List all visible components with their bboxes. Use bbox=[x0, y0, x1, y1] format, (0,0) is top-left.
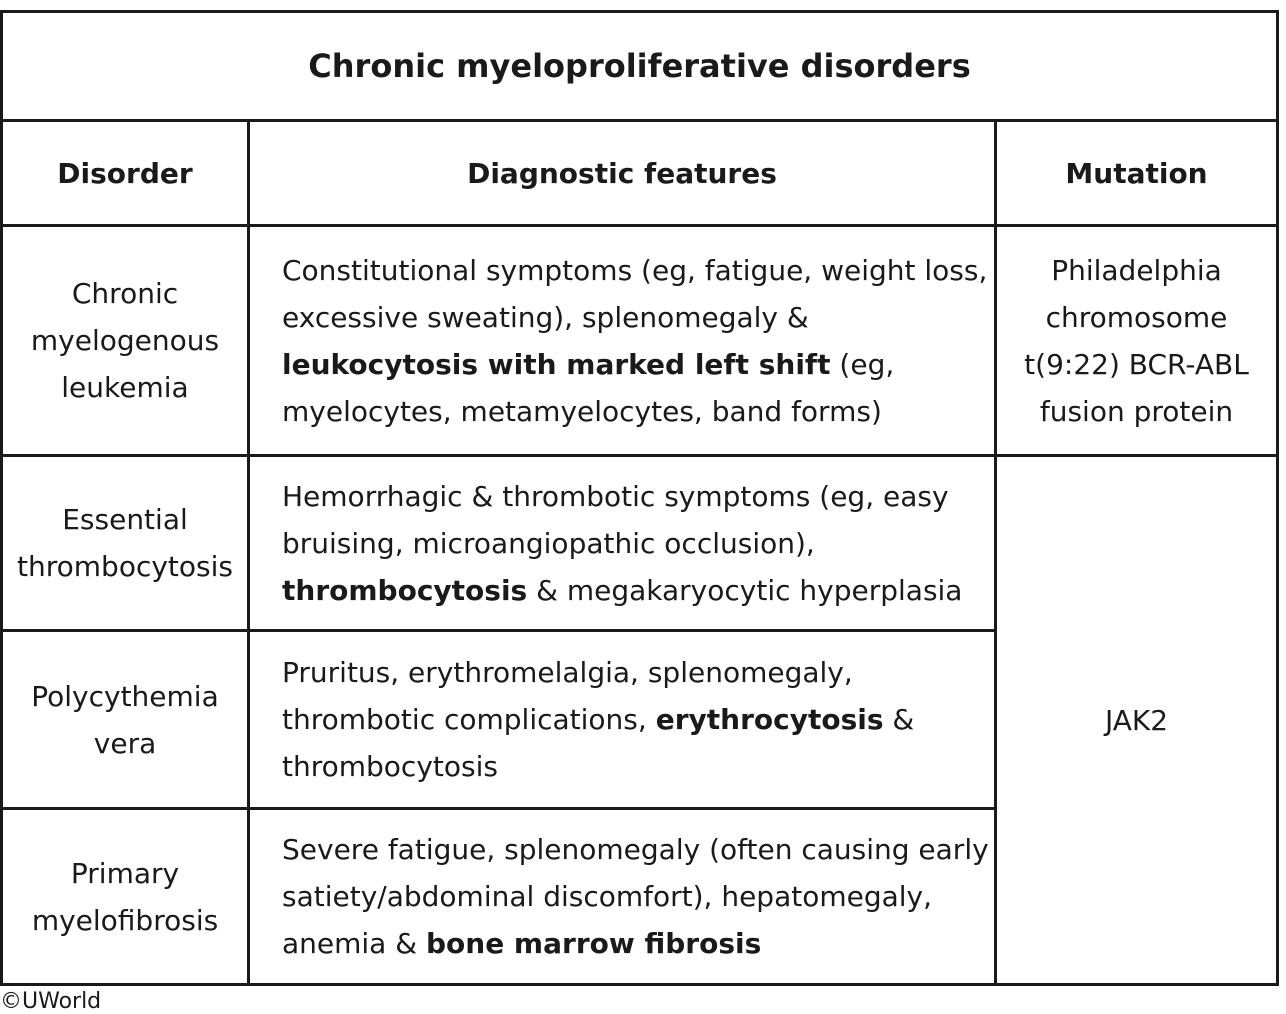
table-row-et bbox=[2, 456, 1278, 631]
table-row-cml bbox=[2, 226, 1278, 456]
copyright-credit: ©UWorld bbox=[0, 989, 102, 1014]
features-cell: Severe fatigue, splenomegaly (often causing early satiety/abdominal discomfort), hepatomegaly, anemia & bone marrow fibrosis bbox=[249, 809, 996, 985]
column-header-features: Diagnostic features bbox=[249, 121, 996, 226]
disorder-cell: Polycythemia vera bbox=[2, 631, 249, 809]
features-cell: Pruritus, erythromelalgia, splenomegaly, thrombotic complications, erythrocytosis & thrombocytosis bbox=[249, 631, 996, 809]
mutation-cell-jak2: JAK2 bbox=[996, 456, 1278, 985]
features-cell: Hemorrhagic & thrombotic symptoms (eg, easy bruising, microangiopathic occlusion), thrombocytosis & megakaryocytic hyperplasia bbox=[249, 456, 996, 631]
disorder-cell: Chronic myelogenous leukemia bbox=[2, 226, 249, 456]
disorder-cell: Essential thrombocytosis bbox=[2, 456, 249, 631]
myeloproliferative-disorders-table bbox=[0, 10, 1279, 986]
mutation-cell: Philadelphia chromosome t(9:22) BCR-ABL fusion protein bbox=[996, 226, 1278, 456]
column-header-disorder: Disorder bbox=[2, 121, 249, 226]
disorder-cell: Primary myelofibrosis bbox=[2, 809, 249, 985]
column-header-mutation: Mutation bbox=[996, 121, 1278, 226]
table-title: Chronic myeloproliferative disorders bbox=[2, 12, 1278, 121]
features-cell: Constitutional symptoms (eg, fatigue, weight loss, excessive sweating), splenomegaly & leukocytosis with marked left shift (eg, myelocytes, metamyelocytes, band forms) bbox=[249, 226, 996, 456]
